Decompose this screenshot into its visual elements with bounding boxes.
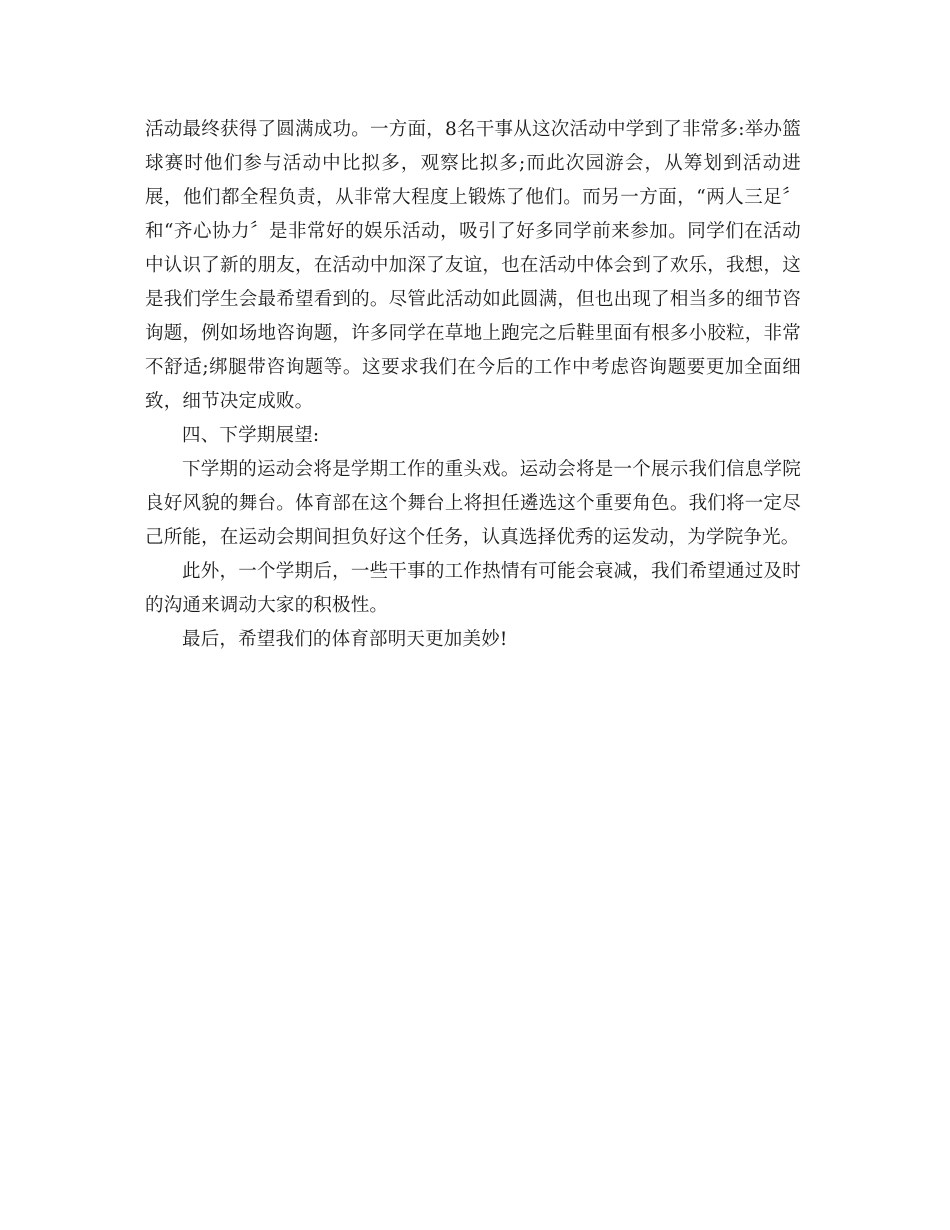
document-body bbox=[145, 113, 801, 657]
paragraph-activity-summary: 活动最终获得了圆满成功。一方面，8名干事从这次活动中学到了非常多:举办篮球赛时他们参与活动中比拟多，观察比拟多;而此次园游会，从筹划到活动进展，他们都全程负责，从非常大程度上锻炼了他们。而另一方面，“两人三足〞和“齐心协力〞是非常好的娱乐活动，吸引了好多同学前来参加。同学们在活动中认识了新的朋友，在活动中加深了友谊，也在活动中体会到了欢乐，我想，这是我们学生会最希望看到的。尽管此活动如此圆满，但也出现了相当多的细节咨询题，例如场地咨询题，许多同学在草地上跑完之后鞋里面有根多小胶粒，非常不舒适;绑腿带咨询题等。这要求我们在今后的工作中考虑咨询题要更加全面细致，细节决定成败。 bbox=[145, 119, 801, 412]
paragraph-sports-meet-plan: 下学期的运动会将是学期工作的重头戏。运动会将是一个展示我们信息学院良好风貌的舞台。体育部在这个舞台上将担任遴选这个重要角色。我们将一定尽己所能，在运动会期间担负好这个任务，认真选择优秀的运发动，为学院争光。 bbox=[145, 459, 801, 548]
paragraph-communication: 此外，一个学期后，一些干事的工作热情有可能会衰减，我们希望通过及时的沟通来调动大家的积极性。 bbox=[145, 561, 801, 616]
paragraph-closing-wish: 最后，希望我们的体育部明天更加美妙! bbox=[182, 629, 508, 650]
section-heading-next-semester-outlook: 四、下学期展望: bbox=[182, 425, 320, 446]
